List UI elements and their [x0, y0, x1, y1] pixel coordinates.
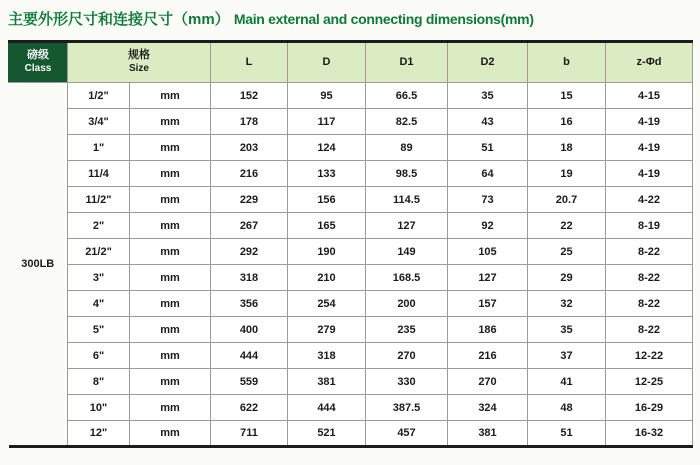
dimensions-table	[8, 40, 693, 448]
cell-size: 1"	[68, 135, 130, 161]
cell-b: 22	[528, 213, 606, 239]
table-row	[9, 343, 693, 369]
cell-size: 8"	[68, 369, 130, 395]
cell-unit: mm	[130, 317, 211, 343]
header-size	[68, 42, 211, 83]
cell-unit: mm	[130, 239, 211, 265]
table-row	[9, 135, 693, 161]
table-body	[9, 83, 693, 447]
cell-D2: 64	[448, 161, 528, 187]
cell-D: 444	[288, 395, 366, 421]
cell-z: 4-15	[606, 83, 693, 109]
header-z: z-Φd	[606, 42, 693, 83]
cell-D1: 98.5	[366, 161, 448, 187]
cell-b: 20.7	[528, 187, 606, 213]
cell-L: 356	[211, 291, 288, 317]
cell-unit: mm	[130, 395, 211, 421]
cell-z: 8-22	[606, 291, 693, 317]
cell-L: 711	[211, 421, 288, 447]
header-b: b	[528, 42, 606, 83]
cell-size: 11/2"	[68, 187, 130, 213]
cell-z: 4-19	[606, 135, 693, 161]
cell-L: 267	[211, 213, 288, 239]
cell-L: 292	[211, 239, 288, 265]
cell-D: 190	[288, 239, 366, 265]
cell-D: 210	[288, 265, 366, 291]
table-row	[9, 265, 693, 291]
cell-D: 133	[288, 161, 366, 187]
cell-z: 4-19	[606, 161, 693, 187]
cell-b: 25	[528, 239, 606, 265]
cell-b: 19	[528, 161, 606, 187]
cell-D1: 114.5	[366, 187, 448, 213]
table-row	[9, 83, 693, 109]
cell-L: 400	[211, 317, 288, 343]
cell-b: 18	[528, 135, 606, 161]
cell-z: 4-22	[606, 187, 693, 213]
cell-size: 12"	[68, 421, 130, 447]
cell-L: 216	[211, 161, 288, 187]
cell-unit: mm	[130, 83, 211, 109]
cell-D1: 270	[366, 343, 448, 369]
cell-L: 229	[211, 187, 288, 213]
cell-L: 178	[211, 109, 288, 135]
cell-D: 156	[288, 187, 366, 213]
table-header	[9, 42, 693, 83]
cell-L: 203	[211, 135, 288, 161]
cell-D1: 387.5	[366, 395, 448, 421]
cell-z: 12-22	[606, 343, 693, 369]
header-D2: D2	[448, 42, 528, 83]
cell-unit: mm	[130, 291, 211, 317]
page-title-en: Main external and connecting dimensions(mm)	[233, 11, 534, 27]
cell-size: 2"	[68, 213, 130, 239]
header-class	[9, 42, 68, 83]
cell-D1: 457	[366, 421, 448, 447]
cell-D2: 92	[448, 213, 528, 239]
cell-D: 124	[288, 135, 366, 161]
table-row	[9, 187, 693, 213]
header-size-cn: 规格	[128, 49, 150, 62]
cell-D1: 168.5	[366, 265, 448, 291]
cell-z: 16-29	[606, 395, 693, 421]
cell-z: 8-19	[606, 213, 693, 239]
table-row	[9, 161, 693, 187]
table-row	[9, 213, 693, 239]
cell-D2: 186	[448, 317, 528, 343]
cell-D: 318	[288, 343, 366, 369]
cell-D1: 200	[366, 291, 448, 317]
cell-D: 165	[288, 213, 366, 239]
cell-D2: 270	[448, 369, 528, 395]
header-D: D	[288, 42, 366, 83]
cell-unit: mm	[130, 343, 211, 369]
cell-D2: 105	[448, 239, 528, 265]
cell-b: 51	[528, 421, 606, 447]
cell-size: 11/4	[68, 161, 130, 187]
cell-unit: mm	[130, 161, 211, 187]
cell-D2: 381	[448, 421, 528, 447]
cell-D2: 73	[448, 187, 528, 213]
cell-b: 48	[528, 395, 606, 421]
cell-D: 381	[288, 369, 366, 395]
header-class-cn: 磅级	[27, 49, 49, 62]
cell-L: 622	[211, 395, 288, 421]
cell-D2: 157	[448, 291, 528, 317]
cell-b: 41	[528, 369, 606, 395]
header-size-en: Size	[128, 63, 149, 75]
cell-z: 8-22	[606, 265, 693, 291]
cell-z: 8-22	[606, 239, 693, 265]
cell-D1: 330	[366, 369, 448, 395]
table-row	[9, 109, 693, 135]
header-L: L	[211, 42, 288, 83]
cell-unit: mm	[130, 421, 211, 447]
cell-D: 521	[288, 421, 366, 447]
cell-D2: 216	[448, 343, 528, 369]
cell-D2: 324	[448, 395, 528, 421]
cell-b: 16	[528, 109, 606, 135]
cell-unit: mm	[130, 109, 211, 135]
cell-size: 3/4"	[68, 109, 130, 135]
cell-b: 29	[528, 265, 606, 291]
table-row	[9, 317, 693, 343]
cell-z: 12-25	[606, 369, 693, 395]
cell-unit: mm	[130, 369, 211, 395]
table-row	[9, 239, 693, 265]
header-D1: D1	[366, 42, 448, 83]
page-title	[8, 8, 534, 29]
cell-L: 559	[211, 369, 288, 395]
cell-b: 35	[528, 317, 606, 343]
cell-size: 5"	[68, 317, 130, 343]
cell-size: 21/2"	[68, 239, 130, 265]
cell-b: 37	[528, 343, 606, 369]
cell-size: 4"	[68, 291, 130, 317]
cell-size: 6"	[68, 343, 130, 369]
cell-unit: mm	[130, 265, 211, 291]
cell-D2: 127	[448, 265, 528, 291]
cell-z: 16-32	[606, 421, 693, 447]
cell-D: 254	[288, 291, 366, 317]
cell-D2: 35	[448, 83, 528, 109]
cell-z: 8-22	[606, 317, 693, 343]
cell-D: 95	[288, 83, 366, 109]
cell-D1: 235	[366, 317, 448, 343]
table-row	[9, 395, 693, 421]
header-row	[9, 42, 693, 83]
table-row	[9, 291, 693, 317]
cell-L: 318	[211, 265, 288, 291]
cell-b: 32	[528, 291, 606, 317]
header-class-en: Class	[24, 63, 52, 75]
cell-D1: 149	[366, 239, 448, 265]
cell-D2: 43	[448, 109, 528, 135]
cell-D1: 127	[366, 213, 448, 239]
cell-D: 279	[288, 317, 366, 343]
cell-D2: 51	[448, 135, 528, 161]
cell-D1: 82.5	[366, 109, 448, 135]
cell-z: 4-19	[606, 109, 693, 135]
class-cell: 300LB	[9, 83, 68, 447]
cell-size: 10"	[68, 395, 130, 421]
cell-D1: 66.5	[366, 83, 448, 109]
cell-L: 444	[211, 343, 288, 369]
table-row	[9, 421, 693, 447]
cell-size: 1/2"	[68, 83, 130, 109]
cell-D1: 89	[366, 135, 448, 161]
table-row	[9, 369, 693, 395]
cell-D: 117	[288, 109, 366, 135]
cell-L: 152	[211, 83, 288, 109]
cell-size: 3"	[68, 265, 130, 291]
page-title-cn: 主要外形尺寸和连接尺寸（mm）	[8, 11, 230, 28]
cell-b: 15	[528, 83, 606, 109]
cell-unit: mm	[130, 213, 211, 239]
cell-unit: mm	[130, 135, 211, 161]
cell-unit: mm	[130, 187, 211, 213]
